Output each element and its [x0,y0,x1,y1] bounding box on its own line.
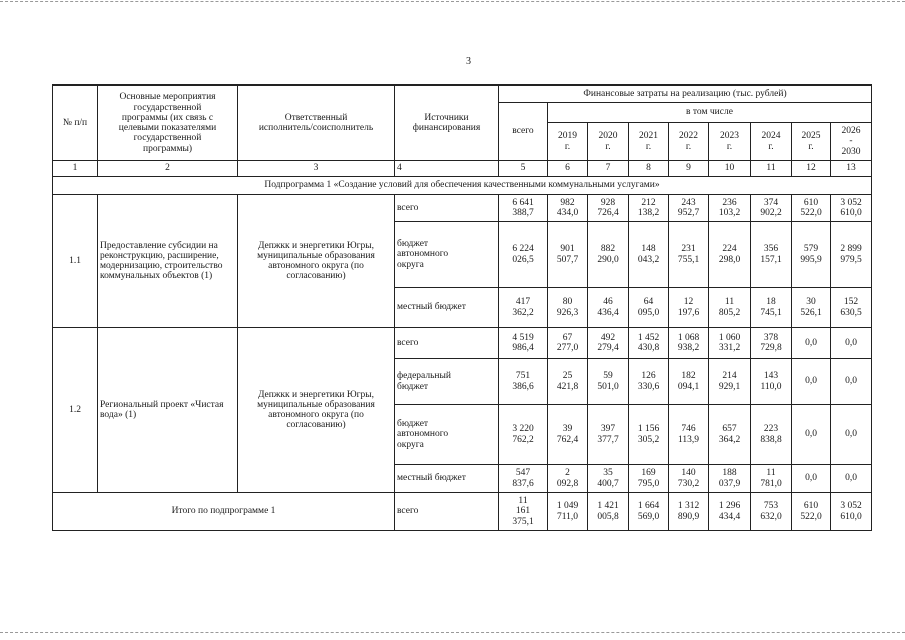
col-number: 10 [709,161,751,177]
value-cell: 39 762,4 [548,405,588,465]
value-cell: 231 755,1 [669,222,709,288]
value-cell: 18 745,1 [751,288,792,328]
value-cell: 64 095,0 [629,288,669,328]
value-cell: 6 641 388,7 [499,195,548,222]
funding-source: местный бюджет [395,288,499,328]
col-number: 12 [792,161,831,177]
col-number: 3 [238,161,395,177]
row-number: 1.1 [53,195,98,328]
header-year: 2021 г. [629,123,669,161]
value-cell: 1 049 711,0 [548,493,588,531]
value-cell: 1 068 938,2 [669,328,709,359]
header-year: 2019 г. [548,123,588,161]
funding-source: местный бюджет [395,465,499,493]
value-cell: 3 052 610,0 [831,195,872,222]
value-cell: 378 729,8 [751,328,792,359]
value-cell: 0,0 [792,405,831,465]
value-cell: 140 730,2 [669,465,709,493]
value-cell: 212 138,2 [629,195,669,222]
col-number: 7 [588,161,629,177]
value-cell: 397 377,7 [588,405,629,465]
value-cell: 236 103,2 [709,195,751,222]
col-number: 4 [395,161,499,177]
top-edge-line [0,1,905,2]
value-cell: 126 330,6 [629,359,669,405]
value-cell: 1 156 305,2 [629,405,669,465]
total-label: Итого по подпрограмме 1 [53,493,395,531]
value-cell: 143 110,0 [751,359,792,405]
value-cell: 746 113,9 [669,405,709,465]
value-cell: 751 386,6 [499,359,548,405]
subprogram-title: Подпрограмма 1 «Создание условий для обеспечения качественными коммунальными услугами» [53,177,872,195]
value-cell: 3 220 762,2 [499,405,548,465]
value-cell: 169 795,0 [629,465,669,493]
measure-name: Региональный проект «Чистая вода» (1) [98,328,238,493]
value-cell: 610 522,0 [792,493,831,531]
value-cell: 928 726,4 [588,195,629,222]
value-cell: 417 362,2 [499,288,548,328]
header-including: в том числе [548,103,872,123]
funding-source: бюджет автономного округа [395,222,499,288]
value-cell: 2 092,8 [548,465,588,493]
col-number: 5 [499,161,548,177]
col-number: 13 [831,161,872,177]
col-number: 2 [98,161,238,177]
value-cell: 356 157,1 [751,222,792,288]
value-cell: 982 434,0 [548,195,588,222]
value-cell: 610 522,0 [792,195,831,222]
responsible-executor: Депжкк и энергетики Югры, муниципальные образования автономного округа (по согласованию) [238,195,395,328]
responsible-executor: Депжкк и энергетики Югры, муниципальные образования автономного округа (по согласованию) [238,328,395,493]
value-cell: 492 279,4 [588,328,629,359]
header-year: 2023 г. [709,123,751,161]
header-year: 2026 - 2030 [831,123,872,161]
col-number: 8 [629,161,669,177]
col-number: 11 [751,161,792,177]
value-cell: 67 277,0 [548,328,588,359]
value-cell: 80 926,3 [548,288,588,328]
value-cell: 152 630,5 [831,288,872,328]
value-cell: 753 632,0 [751,493,792,531]
value-cell: 0,0 [831,405,872,465]
value-cell: 1 312 890,9 [669,493,709,531]
value-cell: 188 037,9 [709,465,751,493]
value-cell: 1 664 569,0 [629,493,669,531]
header-responsible: Ответственный исполнитель/соисполнитель [238,86,395,161]
measure-name: Предоставление субсидии на реконструкцию, расширение, модернизацию, строительство коммунальных объектов (1) [98,195,238,328]
value-cell: 0,0 [792,465,831,493]
financing-table [52,84,872,531]
header-costs: Финансовые затраты на реализацию (тыс. рублей) [499,86,872,103]
value-cell: 2 899 979,5 [831,222,872,288]
value-cell: 657 364,2 [709,405,751,465]
value-cell: 11 805,2 [709,288,751,328]
funding-source: всего [395,195,499,222]
header-year: 2024 г. [751,123,792,161]
bottom-edge-line [0,632,905,633]
value-cell: 182 094,1 [669,359,709,405]
page-number: 3 [466,56,471,67]
row-number: 1.2 [53,328,98,493]
value-cell: 25 421,8 [548,359,588,405]
value-cell: 12 197,6 [669,288,709,328]
value-cell: 46 436,4 [588,288,629,328]
value-cell: 882 290,0 [588,222,629,288]
col-number: 1 [53,161,98,177]
funding-source: всего [395,328,499,359]
header-year: 2025 г. [792,123,831,161]
value-cell: 4 519 986,4 [499,328,548,359]
header-year: 2022 г. [669,123,709,161]
value-cell: 224 298,0 [709,222,751,288]
header-sources: Источники финансирования [395,86,499,161]
value-cell: 3 052 610,0 [831,493,872,531]
value-cell: 148 043,2 [629,222,669,288]
funding-source: федеральный бюджет [395,359,499,405]
funding-source: всего [395,493,499,531]
value-cell: 374 902,2 [751,195,792,222]
value-cell: 11 781,0 [751,465,792,493]
value-cell: 0,0 [831,359,872,405]
col-number: 9 [669,161,709,177]
value-cell: 1 452 430,8 [629,328,669,359]
header-total: всего [499,103,548,161]
header-num: № п/п [53,86,98,161]
header-year: 2020 г. [588,123,629,161]
value-cell: 579 995,9 [792,222,831,288]
col-number: 6 [548,161,588,177]
header-measures: Основные мероприятия государственной программы (их связь с целевыми показателями государственной программы) [98,86,238,161]
value-cell: 1 421 005,8 [588,493,629,531]
value-cell: 0,0 [831,465,872,493]
value-cell: 1 060 331,2 [709,328,751,359]
value-cell: 214 929,1 [709,359,751,405]
value-cell: 59 501,0 [588,359,629,405]
value-cell: 901 507,7 [548,222,588,288]
value-cell: 0,0 [792,359,831,405]
value-cell: 0,0 [831,328,872,359]
value-cell: 223 838,8 [751,405,792,465]
value-cell: 1 296 434,4 [709,493,751,531]
value-cell: 243 952,7 [669,195,709,222]
value-cell: 0,0 [792,328,831,359]
value-cell: 6 224 026,5 [499,222,548,288]
funding-source: бюджет автономного округа [395,405,499,465]
value-cell: 11 161 375,1 [499,493,548,531]
value-cell: 30 526,1 [792,288,831,328]
value-cell: 547 837,6 [499,465,548,493]
value-cell: 35 400,7 [588,465,629,493]
